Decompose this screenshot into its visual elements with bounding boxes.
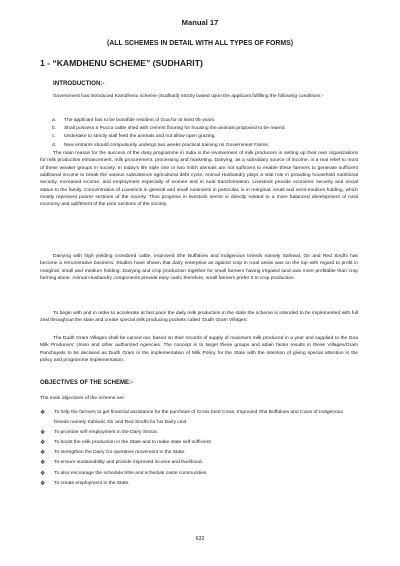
conditions-list bbox=[52, 117, 358, 150]
objective-text: To create employment in the State. bbox=[54, 480, 130, 486]
objectives-list bbox=[40, 408, 358, 489]
diamond-bullet-icon: ❖ bbox=[40, 410, 46, 416]
objective-item bbox=[40, 479, 358, 489]
objective-text: To ensure sustainability and provide improved income and livelihood. bbox=[54, 460, 203, 466]
objective-item bbox=[40, 469, 358, 479]
condition-text: The applicant has to be bonafide resident of Goa for at least 05 years. bbox=[64, 118, 216, 123]
objective-text: To promote self employment in the Dairy Sector. bbox=[54, 430, 159, 436]
dairying-paragraph: Dairying with high yielding crossbred cattle, Improved She Buffaloes and Indigenous breeds namely Sahiwal, Gir and Red Sindhi has become a remunerative business. Studies have shown that dairy enterprise as against crop in rural areas was on the top with regard to profit in marginal, small and medium holding. Dairying and crop production together for small farmers having irrigated land was more profitable than crop farming alone. Animal Husbandry components provide easy cash; therefore, small farmers prefer it to crop production. bbox=[40, 254, 358, 282]
condition-marker: c. bbox=[52, 134, 56, 140]
condition-marker: b. bbox=[52, 126, 57, 132]
scheme-heading: 1 - “KAMDHENU SCHEME” (SUDHARIT) bbox=[40, 58, 203, 68]
condition-marker: a. bbox=[52, 118, 57, 123]
condition-text: Shall possess a Pucca cattle shed with cement flooring for housing the animals proposed to be reared. bbox=[64, 126, 286, 132]
manual-label: Manual 17 bbox=[181, 18, 219, 27]
introduction-title: INTRODUCTION:- bbox=[53, 80, 105, 87]
dudh-gram-paragraph: The Dudh Gram Villages shall be carved out, based on their records of supply of maximum milk produced in a year and supplied to the Goa Milk Producers' Union and other authorized Agencies. The concept is to target these groups and attain faster results in these Villages/Gram Panchayats to be declared as Dudh Gram in the implementation of Milk Policy for the State with the intention of giving special attention in the policy and programme implementation. bbox=[40, 336, 358, 364]
condition-item bbox=[52, 117, 358, 125]
objective-text: To boost the milk production in the State and to make state self sufficient. bbox=[54, 440, 213, 446]
condition-text: Undertake to strictly stall feed the animals and not allow open grazing. bbox=[64, 134, 216, 140]
objective-item bbox=[40, 408, 358, 428]
condition-item bbox=[52, 125, 358, 133]
condition-item bbox=[52, 133, 358, 141]
diamond-bullet-icon: ❖ bbox=[40, 430, 46, 437]
diamond-bullet-icon: ❖ bbox=[40, 470, 46, 477]
condition-text: New entrants should compulsorily undergo two weeks practical training on Government Farms. bbox=[64, 142, 270, 148]
objective-text: To also encourage the schedule tribe and schedule caste communities. bbox=[54, 470, 208, 476]
objective-text: To help the farmers to get financial assistance for the purchase of Cross bred Cows, Improved She Buffaloes and Cows of Indigenous breeds namely Sahiwal, Gir and Red Sindhi for his Dairy Unit. bbox=[54, 410, 343, 426]
main-reason-paragraph: The main reason for the success of the dairy programme in India is the involvement of milk producers in setting up their own organizations for milk production enhancement, milk procurement, processing and marketing. Dairying, as a subsidiary source of income, is a real relief to most of these weaker groups in society. In today's life style one or two milch animals are not sufficient to enable these farmers to generate sufficient additional income to break the various subsistence agricultural debt cycle. Animal Husbandry plays a vital role in providing household nutritional security, increased income, and employment especially of women and in rural transformation. Livestock provide economic security and social status to the family. Concentration of Livestock in general and small ruminants in particular, is in marginal, small and semi-medium holding, which mostly represent poorer sections of the society. Thus progress in livestock sector is directly related to a more balanced development of rural economy and upliftment of the poor sections of the society. bbox=[40, 151, 358, 208]
condition-marker: d. bbox=[52, 142, 57, 148]
diamond-bullet-icon: ❖ bbox=[40, 450, 46, 457]
page-number: 632 bbox=[195, 536, 205, 542]
diamond-bullet-icon: ❖ bbox=[40, 440, 46, 447]
objective-text: To strengthen the Dairy Co-operative movement in the State. bbox=[54, 450, 186, 456]
diamond-bullet-icon: ❖ bbox=[40, 460, 46, 467]
document-subtitle: (ALL SCHEMES IN DETAIL WITH ALL TYPES OF FORMS) bbox=[106, 40, 294, 47]
begin-paragraph: To begin with and in order to accelerate at fast pace the daily milk production in the state the scheme is intended to be implemented with full zeal throughout the state and create special milk producing pockets called 'Dudh Gram Villages'. bbox=[40, 311, 358, 324]
condition-item bbox=[52, 142, 358, 150]
intro-paragraph: Government has introduced Kamdhenu scheme (Sudharit) strictly based upon the applicant fulfilling the following conditions:- bbox=[53, 94, 324, 99]
objective-item bbox=[40, 448, 358, 458]
objective-item bbox=[40, 458, 358, 468]
objectives-intro: The main objectives of the scheme are bbox=[40, 396, 124, 401]
diamond-bullet-icon: ❖ bbox=[40, 480, 46, 487]
objective-item bbox=[40, 428, 358, 438]
objective-item bbox=[40, 438, 358, 448]
objectives-title: OBJECTIVES OF THE SCHEME:- bbox=[40, 380, 134, 386]
